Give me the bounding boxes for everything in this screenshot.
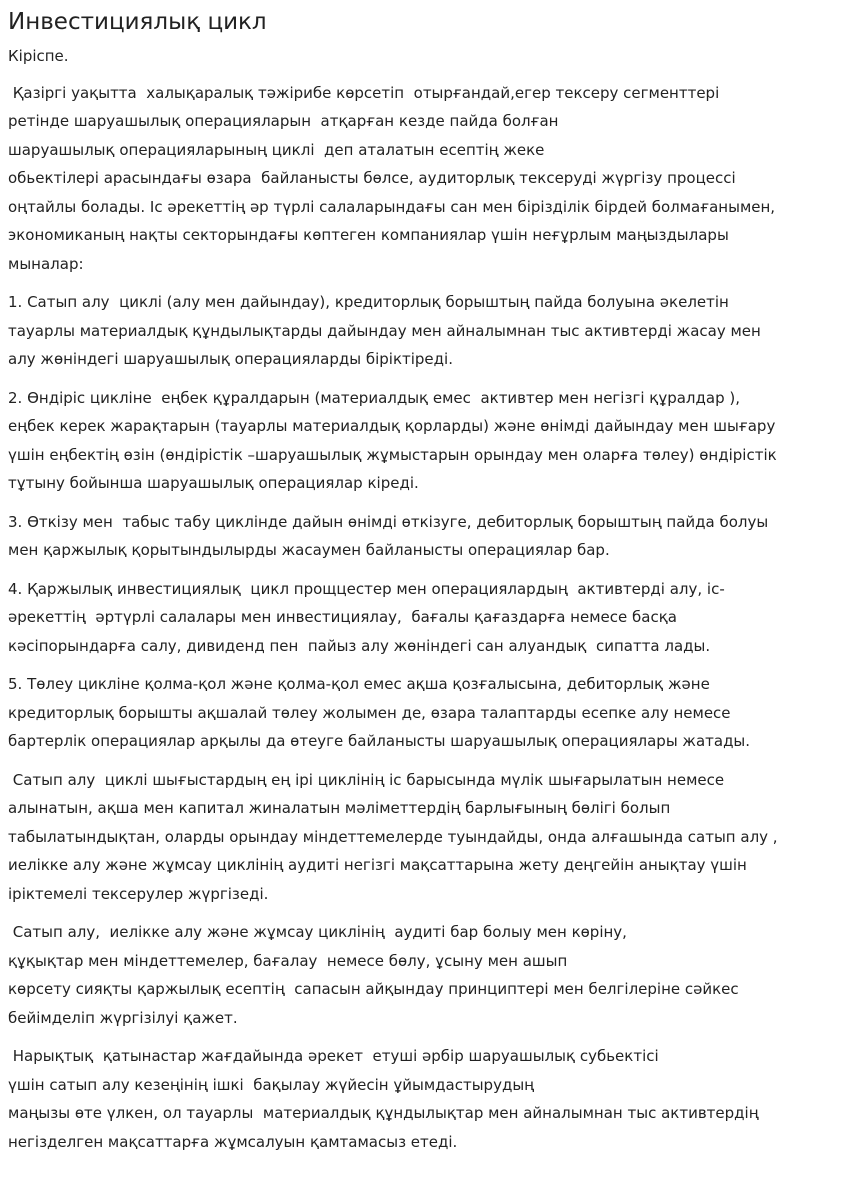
paragraph-item-1: 1. Сатып алу циклі (алу мен дайындау), кредиторлық борыштың пайда болуына әкелетін тауарлы материалдық құндылықтарды дайындау мен айналымнан тыс активтерді жасау мен алу жөніндегі шаруашылық операцияларды біріктіреді. <box>8 293 761 368</box>
paragraph-body-1: Сатып алу циклі шығыстардың ең ірі циклінің іс барысында мүлік шығарылатын немесе алынатын, ақша мен капитал жиналатын мәліметтердің барлығының бөлігі болып табылатындықтан, оларды орындау міндеттемелерде туындайды, онда алғашында сатып алу , иелікке алу және жұмсау циклінің аудиті негізгі мақсаттарына жету деңгейін анықтау үшін іріктемелі тексерулер жүргізеді. <box>8 770 778 903</box>
paragraph-intro: Қазіргі уақытта халықаралық тәжірибе көрсетіп отырғандай,егер тексеру сегменттері ретінде шаруашылық операцияларын атқарған кезде пайда болған шаруашылық операцияларының циклі деп аталатын есептің жеке обьектілері арасындағы өзара байланысты бөлсе, аудиторлық тексеруді жүргізу процессі оңтайлы болады. Іс әрекеттің әр түрлі салаларындағы сан мен біріздiлік бірдей болмағанымен, экономиканың нақты секторындағы көптеген компаниялар үшін неғұрлым маңыздылары мыналар: <box>8 83 776 273</box>
paragraph-body-2: Сатып алу, иелікке алу және жұмсау циклінің аудиті бар болыу мен көріну, құқықтар мен міндеттемелер, бағалау немесе бөлу, ұсыну мен ашып көрсету сияқты қаржылық есептің сапасын айқындау принциптері мен белгілеріне сәйкес бейімделіп жүргізілуі қажет. <box>8 923 739 1027</box>
page-title: Инвестициялық цикл <box>8 9 267 35</box>
paragraph-body-3: Нарықтық қатынастар жағдайында әрекет етуші әрбір шаруашылық субьектісі үшін сатып алу кезеңінің ішкі бақылау жүйесін ұйымдастырудың маңызы өте үлкен, ол тауарлы материалдық құндылықтар мен айналымнан тыс активтердің негізделген мақсаттарға жұмсалуын қамтамасыз етеді. <box>8 1047 759 1151</box>
paragraph-item-4: 4. Қаржылық инвестициялық цикл прощцестер мен операциялардың активтерді алу, іс- әрекеттің әртүрлі салалары мен инвестициялау, бағалы қағаздарға немесе басқа кәсіпорындарға салу, дивиденд пен пайыз алу жөніндегі сан алуандық сипатта лады. <box>8 579 725 655</box>
paragraph-intro-heading: Кіріспе. <box>8 47 69 65</box>
paragraph-item-2: 2. Өндіріс цикліне еңбек құралдарын (материалдық емес активтер мен негізгі құралдар ), еңбек керек жарақтарын (тауарлы материалдық қорларды) және өнімді дайындау мен шығару үшін еңбектің өзін (өндірістік –шаруашылық жұмыстарын орындау мен оларға төлеу) өндірістік тұтыну бойынша шаруашылық операциялар кіреді. <box>8 388 777 492</box>
paragraph-item-5: 5. Төлеу цикліне қолма-қол және қолма-қол емес ақша қозғалысына, дебиторлық және кредиторлық борышты ақшалай төлеу жолымен де, өзара талаптарды есепке алу немесе бартерлік операциялар арқылы да өтеуге байланысты шаруашылық операциялары жатады. <box>8 675 751 750</box>
paragraph-item-3: 3. Өткізу мен табыс табу циклінде дайын өнімді өткізуге, дебиторлық борыштың пайда болуы мен қаржылық қорытындылырды жасаумен байланысты операциялар бар. <box>8 512 769 559</box>
